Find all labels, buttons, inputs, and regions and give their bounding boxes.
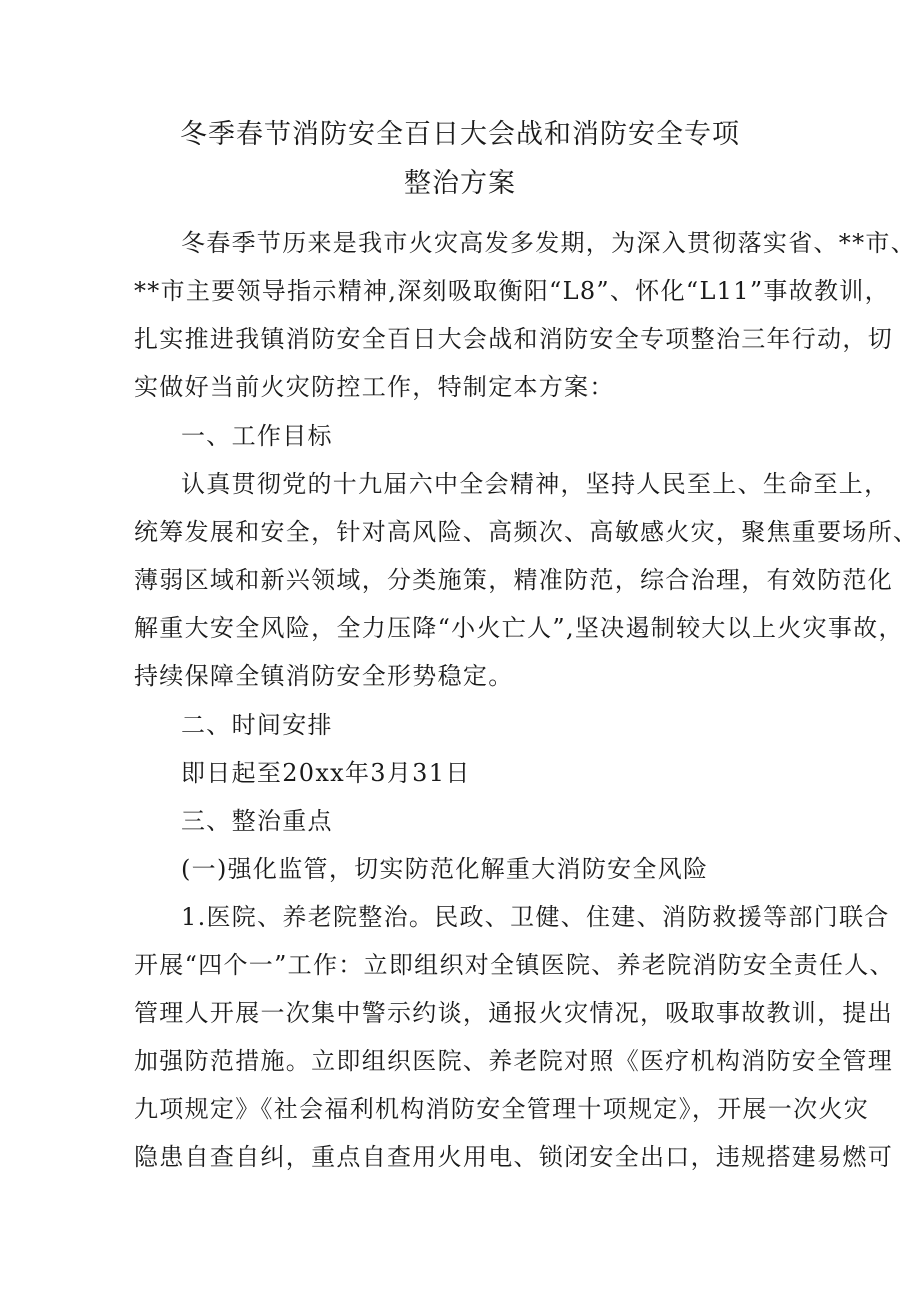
subsection-heading: (一)强化监管，切实防范化解重大消防安全风险 <box>181 855 709 883</box>
paragraph-line: 管理人开展一次集中警示约谈，通报火灾情况，吸取事故教训，提出 <box>134 999 893 1027</box>
paragraph-line: 薄弱区域和新兴领域，分类施策，精准防范，综合治理，有效防范化 <box>134 566 893 594</box>
document-title-line-2: 整治方案 <box>404 168 516 199</box>
paragraph-line: 开展“四个一”工作：立即组织对全镇医院、养老院消防安全责任人、 <box>134 951 895 979</box>
document-title-line-1: 冬季春节消防安全百日大会战和消防安全专项 <box>180 119 740 150</box>
paragraph-line: 统筹发展和安全，针对高风险、高频次、高敏感火灾，聚焦重要场所、 <box>134 518 919 546</box>
section-heading: 三、整治重点 <box>181 807 333 835</box>
paragraph-line: 1.医院、养老院整治。民政、卫健、住建、消防救援等部门联合 <box>181 903 890 931</box>
section-heading: 二、时间安排 <box>181 711 333 739</box>
section-heading: 一、工作目标 <box>181 422 333 450</box>
paragraph-line: 冬春季节历来是我市火灾高发多发期，为深入贯彻落实省、**市、 <box>181 229 916 257</box>
paragraph-line: 即日起至20xx年3月31日 <box>181 759 471 787</box>
paragraph-line: 加强防范措施。立即组织医院、养老院对照《医疗机构消防安全管理 <box>134 1047 893 1075</box>
paragraph-line: 九项规定》《社会福利机构消防安全管理十项规定》，开展一次火灾 <box>134 1095 869 1123</box>
paragraph-line: **市主要领导指示精神,深刻吸取衡阳“L8”、怀化“L11”事故教训， <box>134 277 890 305</box>
paragraph-line: 解重大安全风险，全力压降“小火亡人”,坚决遏制较大以上火灾事故， <box>134 614 904 642</box>
paragraph-line: 隐患自查自纠，重点自查用火用电、锁闭安全出口，违规搭建易燃可 <box>134 1143 893 1171</box>
paragraph-line: 认真贯彻党的十九届六中全会精神，坚持人民至上、生命至上， <box>181 470 890 498</box>
paragraph-line: 扎实推进我镇消防安全百日大会战和消防安全专项整治三年行动，切 <box>134 325 893 353</box>
paragraph-line: 实做好当前火灾防控工作，特制定本方案： <box>134 373 615 401</box>
paragraph-line: 持续保障全镇消防安全形势稳定。 <box>134 662 514 690</box>
